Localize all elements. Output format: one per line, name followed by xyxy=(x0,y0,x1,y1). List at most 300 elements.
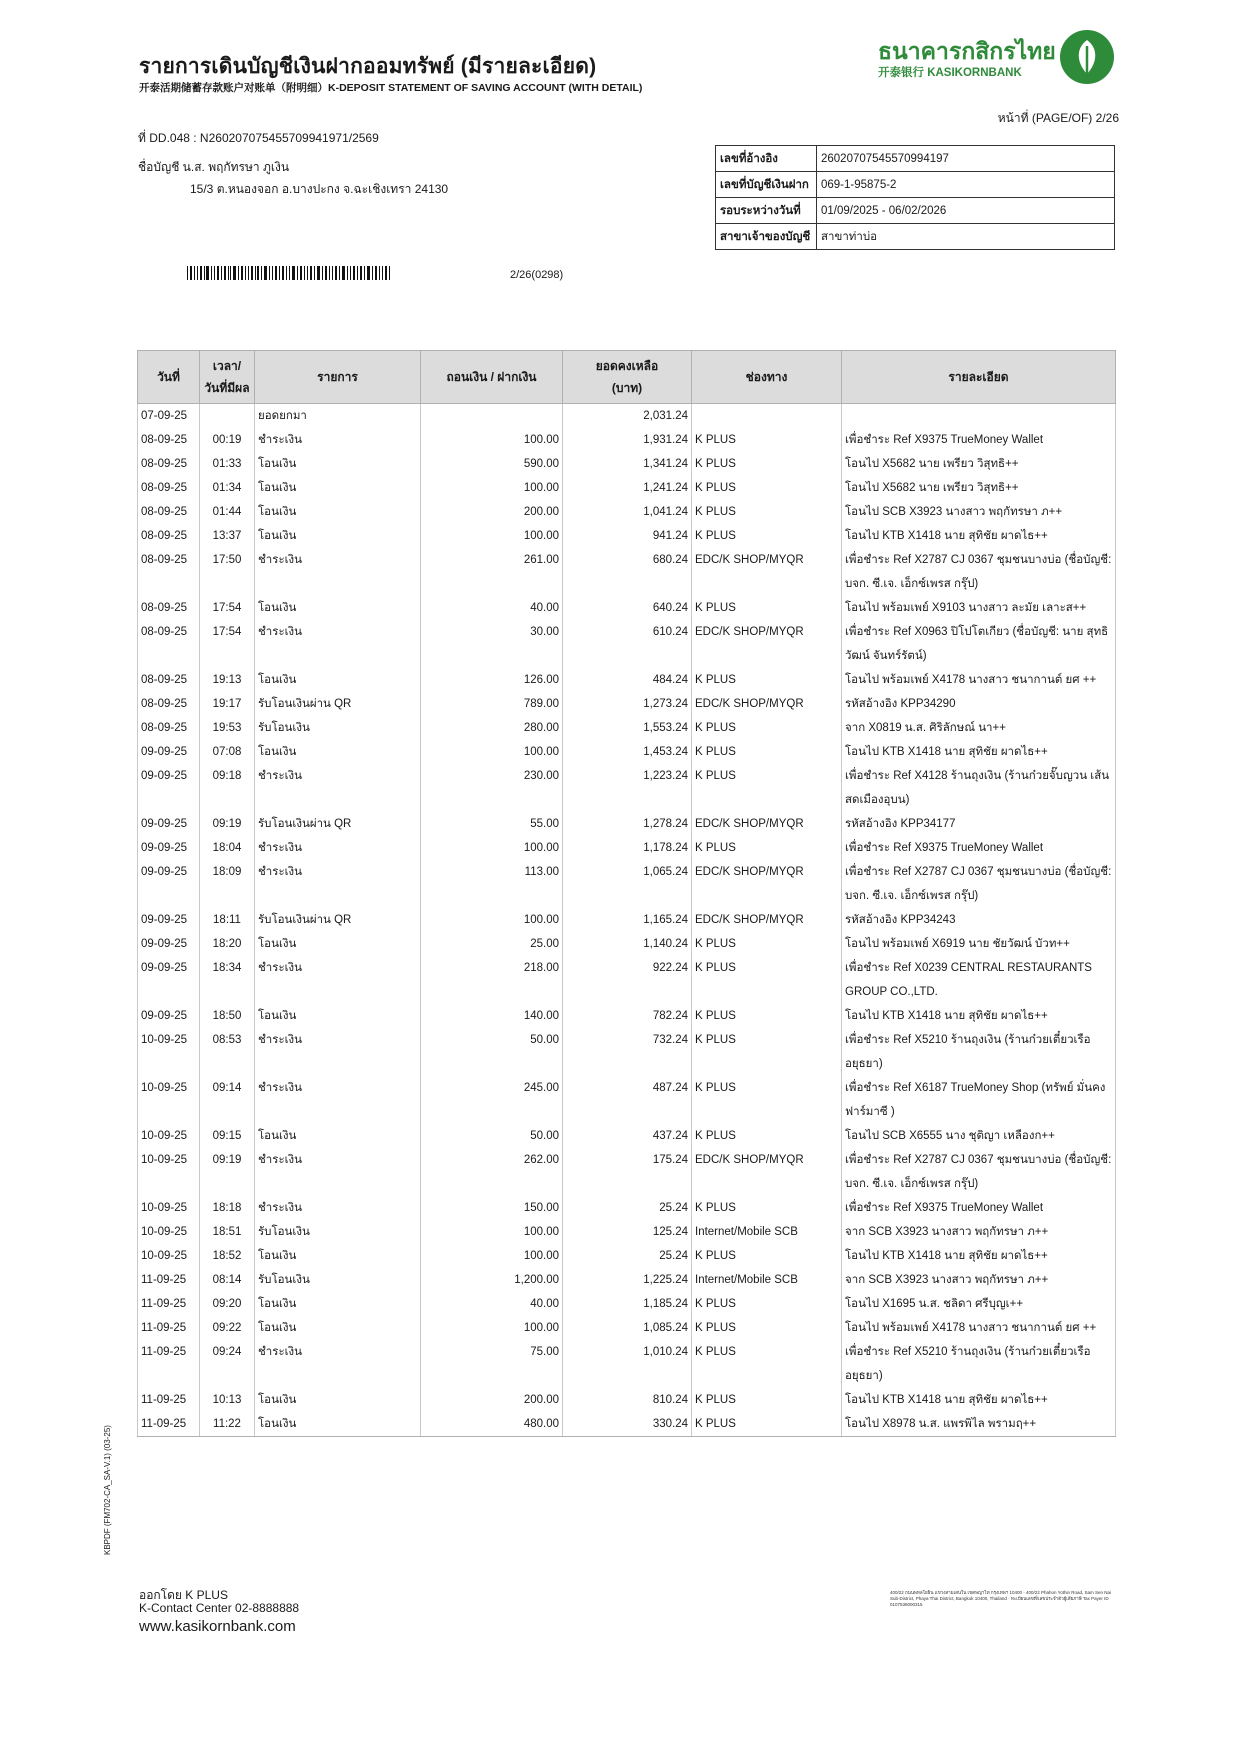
cell-time: 08:53 xyxy=(200,1028,255,1076)
cell-description: ชำระเงิน xyxy=(255,956,421,1004)
cell-time: 09:22 xyxy=(200,1316,255,1340)
cell-amount: 789.00 xyxy=(421,692,563,716)
table-row xyxy=(138,908,1116,932)
cell-date: 10-09-25 xyxy=(138,1220,200,1244)
info-row xyxy=(716,198,1115,224)
cell-channel: K PLUS xyxy=(692,1196,842,1220)
cell-channel: K PLUS xyxy=(692,1292,842,1316)
header-time-line1: เวลา/ xyxy=(212,359,242,373)
cell-time: 10:13 xyxy=(200,1388,255,1412)
cell-description: โอนเงิน xyxy=(255,1388,421,1412)
table-row xyxy=(138,1244,1116,1268)
form-code: KBPDF (FM702-CA_SA-V.1) (03-25) xyxy=(103,1425,112,1555)
cell-time: 09:15 xyxy=(200,1124,255,1148)
cell-balance: 1,453.24 xyxy=(563,740,692,764)
cell-channel: K PLUS xyxy=(692,1004,842,1028)
cell-balance: 941.24 xyxy=(563,524,692,548)
info-value: สาขาท่าบ่อ xyxy=(817,224,1115,250)
cell-amount: 100.00 xyxy=(421,908,563,932)
cell-balance: 1,178.24 xyxy=(563,836,692,860)
cell-description: ชำระเงิน xyxy=(255,1340,421,1388)
cell-time: 01:33 xyxy=(200,452,255,476)
cell-description: โอนเงิน xyxy=(255,524,421,548)
cell-description: ชำระเงิน xyxy=(255,1196,421,1220)
cell-description: รับโอนเงิน xyxy=(255,1268,421,1292)
cell-amount: 590.00 xyxy=(421,452,563,476)
cell-date: 08-09-25 xyxy=(138,620,200,668)
cell-balance: 487.24 xyxy=(563,1076,692,1124)
cell-balance: 1,140.24 xyxy=(563,932,692,956)
cell-channel: EDC/K SHOP/MYQR xyxy=(692,548,842,596)
table-row xyxy=(138,596,1116,620)
bank-address-small-print: 400/22 ถนนพหลโยธิน แขวงสามเสนใน เขตพญาไท กรุงเทพฯ 10400 · 400/22 Phahon Yothin Road, Sam Sen Nai Sub-District, Phaya Thai District, Bangkok 10400, Thailand · ทะเบียนเลขที่/เลขประจำตัวผู้เสียภาษี Tax Payer ID 0107536000315 xyxy=(890,1590,1112,1607)
cell-balance: 1,085.24 xyxy=(563,1316,692,1340)
cell-date: 09-09-25 xyxy=(138,836,200,860)
cell-time: 08:14 xyxy=(200,1268,255,1292)
cell-detail: จาก SCB X3923 นางสาว พฤกัทรษา ภ++ xyxy=(842,1220,1116,1244)
cell-date: 11-09-25 xyxy=(138,1388,200,1412)
cell-amount: 100.00 xyxy=(421,740,563,764)
cell-time: 19:13 xyxy=(200,668,255,692)
cell-time xyxy=(200,404,255,429)
cell-balance: 1,553.24 xyxy=(563,716,692,740)
statement-title-english: 开泰活期储蓄存款账户对账单（附明细）K-DEPOSIT STATEMENT OF SAVING ACCOUNT (WITH DETAIL) xyxy=(139,82,643,94)
cell-detail: โอนไป X1695 น.ส. ชลิดา ศรีบุญเ++ xyxy=(842,1292,1116,1316)
header-date: วันที่ xyxy=(138,351,200,404)
cell-date: 09-09-25 xyxy=(138,908,200,932)
cell-amount: 230.00 xyxy=(421,764,563,812)
cell-channel: K PLUS xyxy=(692,740,842,764)
cell-description: ชำระเงิน xyxy=(255,764,421,812)
cell-detail: เพื่อชำระ Ref X5210 ร้านถุงเงิน (ร้านก๋วยเตี๋ยวเรือ อยุธยา) xyxy=(842,1340,1116,1388)
logo-name-thai: ธนาคารกสิกรไทย xyxy=(878,38,1056,64)
cell-time: 01:44 xyxy=(200,500,255,524)
cell-balance: 1,065.24 xyxy=(563,860,692,908)
table-row xyxy=(138,1004,1116,1028)
cell-date: 08-09-25 xyxy=(138,596,200,620)
table-row xyxy=(138,956,1116,1004)
table-row xyxy=(138,1412,1116,1437)
cell-balance: 1,185.24 xyxy=(563,1292,692,1316)
cell-detail: รหัสอ้างอิง KPP34177 xyxy=(842,812,1116,836)
info-value: 01/09/2025 - 06/02/2026 xyxy=(817,198,1115,224)
cell-time: 09:20 xyxy=(200,1292,255,1316)
cell-channel: K PLUS xyxy=(692,764,842,812)
cell-amount: 75.00 xyxy=(421,1340,563,1388)
cell-detail: เพื่อชำระ Ref X2787 CJ 0367 ชุมชนบางบ่อ (ชื่อบัญชี: บจก. ซี.เจ. เอ็กซ์เพรส กรุ๊ป) xyxy=(842,860,1116,908)
header-channel: ช่องทาง xyxy=(692,351,842,404)
cell-time: 09:24 xyxy=(200,1340,255,1388)
table-row xyxy=(138,1124,1116,1148)
header-description: รายการ xyxy=(255,351,421,404)
cell-date: 08-09-25 xyxy=(138,500,200,524)
cell-description: โอนเงิน xyxy=(255,1004,421,1028)
transaction-table xyxy=(137,350,1116,1437)
cell-channel: K PLUS xyxy=(692,1316,842,1340)
cell-time: 18:04 xyxy=(200,836,255,860)
table-row xyxy=(138,668,1116,692)
cell-channel: K PLUS xyxy=(692,1028,842,1076)
table-row xyxy=(138,764,1116,812)
cell-detail xyxy=(842,404,1116,429)
cell-description: ชำระเงิน xyxy=(255,620,421,668)
cell-amount: 100.00 xyxy=(421,524,563,548)
cell-detail: โอนไป X5682 นาย เพรียว วิสุทธิ++ xyxy=(842,476,1116,500)
cell-date: 08-09-25 xyxy=(138,452,200,476)
cell-amount: 100.00 xyxy=(421,428,563,452)
cell-channel: EDC/K SHOP/MYQR xyxy=(692,860,842,908)
cell-description: โอนเงิน xyxy=(255,740,421,764)
cell-detail: เพื่อชำระ Ref X2787 CJ 0367 ชุมชนบางบ่อ (ชื่อบัญชี: บจก. ซี.เจ. เอ็กซ์เพรส กรุ๊ป) xyxy=(842,548,1116,596)
cell-date: 11-09-25 xyxy=(138,1292,200,1316)
info-label: เลขที่บัญชีเงินฝาก xyxy=(716,172,817,198)
cell-amount: 30.00 xyxy=(421,620,563,668)
cell-date: 08-09-25 xyxy=(138,548,200,596)
table-row xyxy=(138,932,1116,956)
cell-amount: 140.00 xyxy=(421,1004,563,1028)
cell-detail: เพื่อชำระ Ref X4128 ร้านถุงเงิน (ร้านก๋วยจั๊บญวน เส้นสดเมืองอุบน) xyxy=(842,764,1116,812)
info-label: รอบระหว่างวันที่ xyxy=(716,198,817,224)
kasikornbank-logo xyxy=(878,30,1114,86)
cell-description: โอนเงิน xyxy=(255,932,421,956)
table-row xyxy=(138,1316,1116,1340)
cell-amount: 40.00 xyxy=(421,596,563,620)
account-name: ชื่อบัญชี น.ส. พฤกัทรษา ภูเงิน xyxy=(138,160,290,174)
contact-center: K-Contact Center 02-8888888 xyxy=(139,1601,300,1615)
account-info-box xyxy=(715,145,1115,250)
table-row xyxy=(138,716,1116,740)
cell-detail: โอนไป พร้อมเพย์ X4178 นางสาว ชนากานต์ ยศ ++ xyxy=(842,668,1116,692)
cell-amount: 480.00 xyxy=(421,1412,563,1437)
info-row xyxy=(716,146,1115,172)
cell-description: โอนเงิน xyxy=(255,1292,421,1316)
cell-detail: เพื่อชำระ Ref X0239 CENTRAL RESTAURANTS GROUP CO.,LTD. xyxy=(842,956,1116,1004)
cell-amount: 100.00 xyxy=(421,836,563,860)
table-row xyxy=(138,500,1116,524)
cell-balance: 1,165.24 xyxy=(563,908,692,932)
cell-amount: 25.00 xyxy=(421,932,563,956)
cell-detail: โอนไป KTB X1418 นาย สุทิชัย ผาดไธ++ xyxy=(842,740,1116,764)
cell-balance: 25.24 xyxy=(563,1244,692,1268)
cell-detail: โอนไป SCB X6555 นาง ชุติญา เหลืองก++ xyxy=(842,1124,1116,1148)
cell-balance: 1,010.24 xyxy=(563,1340,692,1388)
cell-date: 10-09-25 xyxy=(138,1244,200,1268)
cell-time: 01:34 xyxy=(200,476,255,500)
cell-channel: K PLUS xyxy=(692,476,842,500)
cell-channel: K PLUS xyxy=(692,716,842,740)
cell-date: 07-09-25 xyxy=(138,404,200,429)
cell-channel: K PLUS xyxy=(692,668,842,692)
cell-channel: K PLUS xyxy=(692,1244,842,1268)
cell-detail: เพื่อชำระ Ref X9375 TrueMoney Wallet xyxy=(842,836,1116,860)
cell-amount: 50.00 xyxy=(421,1028,563,1076)
cell-amount: 200.00 xyxy=(421,1388,563,1412)
cell-channel: K PLUS xyxy=(692,836,842,860)
cell-channel: EDC/K SHOP/MYQR xyxy=(692,620,842,668)
cell-channel: K PLUS xyxy=(692,956,842,1004)
cell-balance: 732.24 xyxy=(563,1028,692,1076)
cell-balance: 1,225.24 xyxy=(563,1268,692,1292)
cell-amount: 150.00 xyxy=(421,1196,563,1220)
cell-amount: 50.00 xyxy=(421,1124,563,1148)
cell-balance: 175.24 xyxy=(563,1148,692,1196)
table-row xyxy=(138,428,1116,452)
table-row xyxy=(138,548,1116,596)
cell-balance: 1,241.24 xyxy=(563,476,692,500)
cell-amount xyxy=(421,404,563,429)
cell-time: 09:19 xyxy=(200,812,255,836)
cell-time: 18:51 xyxy=(200,1220,255,1244)
header-time xyxy=(200,351,255,404)
cell-amount: 113.00 xyxy=(421,860,563,908)
cell-channel: K PLUS xyxy=(692,1388,842,1412)
cell-description: โอนเงิน xyxy=(255,1412,421,1437)
cell-detail: โอนไป KTB X1418 นาย สุทิชัย ผาดไธ++ xyxy=(842,524,1116,548)
cell-date: 10-09-25 xyxy=(138,1196,200,1220)
cell-balance: 922.24 xyxy=(563,956,692,1004)
cell-channel: K PLUS xyxy=(692,500,842,524)
table-row xyxy=(138,404,1116,429)
cell-date: 08-09-25 xyxy=(138,716,200,740)
cell-channel: K PLUS xyxy=(692,428,842,452)
cell-time: 00:19 xyxy=(200,428,255,452)
table-row xyxy=(138,1196,1116,1220)
table-row xyxy=(138,860,1116,908)
cell-date: 10-09-25 xyxy=(138,1148,200,1196)
cell-date: 10-09-25 xyxy=(138,1076,200,1124)
cell-amount: 40.00 xyxy=(421,1292,563,1316)
cell-description: รับโอนเงิน xyxy=(255,716,421,740)
table-row xyxy=(138,620,1116,668)
cell-time: 18:09 xyxy=(200,860,255,908)
header-balance xyxy=(563,351,692,404)
cell-channel: Internet/Mobile SCB xyxy=(692,1268,842,1292)
cell-description: โอนเงิน xyxy=(255,452,421,476)
cell-detail: โอนไป SCB X3923 นางสาว พฤกัทรษา ภ++ xyxy=(842,500,1116,524)
cell-detail: เพื่อชำระ Ref X6187 TrueMoney Shop (ทรัพย์ มั่นคงฟาร์มาซี ) xyxy=(842,1076,1116,1124)
cell-channel: Internet/Mobile SCB xyxy=(692,1220,842,1244)
cell-time: 17:54 xyxy=(200,596,255,620)
cell-channel: K PLUS xyxy=(692,1412,842,1437)
cell-description: รับโอนเงินผ่าน QR xyxy=(255,908,421,932)
cell-time: 18:11 xyxy=(200,908,255,932)
cell-description: ชำระเงิน xyxy=(255,548,421,596)
cell-description: โอนเงิน xyxy=(255,500,421,524)
account-address: 15/3 ต.หนองจอก อ.บางปะกง จ.ฉะเชิงเทรา 24130 xyxy=(190,182,449,196)
cell-date: 11-09-25 xyxy=(138,1268,200,1292)
cell-balance: 640.24 xyxy=(563,596,692,620)
cell-channel: EDC/K SHOP/MYQR xyxy=(692,692,842,716)
table-row xyxy=(138,1340,1116,1388)
cell-date: 08-09-25 xyxy=(138,668,200,692)
cell-date: 11-09-25 xyxy=(138,1412,200,1437)
table-row xyxy=(138,524,1116,548)
header-balance-line1: ยอดคงเหลือ xyxy=(595,359,659,373)
cell-date: 08-09-25 xyxy=(138,692,200,716)
cell-detail: โอนไป พร้อมเพย์ X4178 นางสาว ชนากานต์ ยศ ++ xyxy=(842,1316,1116,1340)
cell-description: รับโอนเงิน xyxy=(255,1220,421,1244)
info-row xyxy=(716,172,1115,198)
cell-detail: รหัสอ้างอิง KPP34243 xyxy=(842,908,1116,932)
cell-date: 11-09-25 xyxy=(138,1340,200,1388)
cell-description: รับโอนเงินผ่าน QR xyxy=(255,692,421,716)
cell-amount: 245.00 xyxy=(421,1076,563,1124)
cell-channel: K PLUS xyxy=(692,452,842,476)
cell-detail: เพื่อชำระ Ref X9375 TrueMoney Wallet xyxy=(842,1196,1116,1220)
cell-time: 18:20 xyxy=(200,932,255,956)
cell-description: โอนเงิน xyxy=(255,1124,421,1148)
cell-amount: 100.00 xyxy=(421,476,563,500)
cell-channel: K PLUS xyxy=(692,524,842,548)
table-row xyxy=(138,1076,1116,1124)
cell-date: 09-09-25 xyxy=(138,932,200,956)
cell-detail: โอนไป KTB X1418 นาย สุทิชัย ผาดไธ++ xyxy=(842,1388,1116,1412)
cell-detail: จาก SCB X3923 นางสาว พฤกัทรษา ภ++ xyxy=(842,1268,1116,1292)
cell-channel: K PLUS xyxy=(692,932,842,956)
cell-channel: EDC/K SHOP/MYQR xyxy=(692,1148,842,1196)
cell-balance: 330.24 xyxy=(563,1412,692,1437)
cell-balance: 1,341.24 xyxy=(563,452,692,476)
cell-detail: เพื่อชำระ Ref X0963 ปิโปโตเกียว (ชื่อบัญชี: นาย สุทธิวัฒน์ จันทร์รัตน์) xyxy=(842,620,1116,668)
cell-detail: โอนไป X8978 น.ส. แพรพิไล พรามฤ++ xyxy=(842,1412,1116,1437)
table-header-row xyxy=(138,351,1116,404)
cell-balance: 2,031.24 xyxy=(563,404,692,429)
cell-date: 10-09-25 xyxy=(138,1028,200,1076)
cell-channel: K PLUS xyxy=(692,1340,842,1388)
table-row xyxy=(138,812,1116,836)
cell-date: 09-09-25 xyxy=(138,956,200,1004)
cell-date: 08-09-25 xyxy=(138,476,200,500)
header-balance-line2: (บาท) xyxy=(611,381,643,395)
table-row xyxy=(138,1388,1116,1412)
cell-date: 09-09-25 xyxy=(138,1004,200,1028)
table-row xyxy=(138,692,1116,716)
cell-description: ชำระเงิน xyxy=(255,836,421,860)
cell-amount: 55.00 xyxy=(421,812,563,836)
cell-channel: K PLUS xyxy=(692,1076,842,1124)
cell-balance: 1,041.24 xyxy=(563,500,692,524)
cell-detail: โอนไป พร้อมเพย์ X6919 นาย ชัยวัฒน์ บัวท++ xyxy=(842,932,1116,956)
cell-date: 10-09-25 xyxy=(138,1124,200,1148)
cell-date: 09-09-25 xyxy=(138,740,200,764)
header-amount: ถอนเงิน / ฝากเงิน xyxy=(421,351,563,404)
cell-time: 11:22 xyxy=(200,1412,255,1437)
cell-detail: โอนไป KTB X1418 นาย สุทิชัย ผาดไธ++ xyxy=(842,1004,1116,1028)
cell-description: โอนเงิน xyxy=(255,596,421,620)
cell-amount: 262.00 xyxy=(421,1148,563,1196)
issued-by: ออกโดย K PLUS xyxy=(139,1588,228,1602)
cell-balance: 437.24 xyxy=(563,1124,692,1148)
cell-balance: 680.24 xyxy=(563,548,692,596)
cell-description: โอนเงิน xyxy=(255,1244,421,1268)
cell-time: 18:52 xyxy=(200,1244,255,1268)
table-row xyxy=(138,1268,1116,1292)
cell-description: ยอดยกมา xyxy=(255,404,421,429)
barcode-icon xyxy=(187,266,390,280)
cell-time: 19:53 xyxy=(200,716,255,740)
cell-detail: รหัสอ้างอิง KPP34290 xyxy=(842,692,1116,716)
cell-description: ชำระเงิน xyxy=(255,1148,421,1196)
cell-detail: เพื่อชำระ Ref X9375 TrueMoney Wallet xyxy=(842,428,1116,452)
table-row xyxy=(138,1028,1116,1076)
logo-name-english: 开泰银行 KASIKORNBANK xyxy=(878,67,1022,79)
cell-balance: 782.24 xyxy=(563,1004,692,1028)
cell-description: โอนเงิน xyxy=(255,1316,421,1340)
cell-channel: EDC/K SHOP/MYQR xyxy=(692,812,842,836)
cell-description: รับโอนเงินผ่าน QR xyxy=(255,812,421,836)
cell-time: 18:50 xyxy=(200,1004,255,1028)
cell-detail: จาก X0819 น.ส. ศิริลักษณ์ นา++ xyxy=(842,716,1116,740)
cell-balance: 125.24 xyxy=(563,1220,692,1244)
cell-amount: 100.00 xyxy=(421,1220,563,1244)
cell-date: 08-09-25 xyxy=(138,428,200,452)
header-time-line2: วันที่มีผล xyxy=(204,381,250,395)
cell-detail: โอนไป X5682 นาย เพรียว วิสุทธิ++ xyxy=(842,452,1116,476)
statement-title-thai: รายการเดินบัญชีเงินฝากออมทรัพย์ (มีรายละเอียด) xyxy=(139,55,597,78)
bank-website: www.kasikornbank.com xyxy=(139,1618,296,1635)
table-row xyxy=(138,452,1116,476)
cell-amount: 200.00 xyxy=(421,500,563,524)
cell-time: 17:50 xyxy=(200,548,255,596)
info-label: สาขาเจ้าของบัญชี xyxy=(716,224,817,250)
cell-channel xyxy=(692,404,842,429)
cell-balance: 1,273.24 xyxy=(563,692,692,716)
barcode-text: 2/26(0298) xyxy=(510,269,564,281)
cell-balance: 1,278.24 xyxy=(563,812,692,836)
cell-description: โอนเงิน xyxy=(255,668,421,692)
info-value: 069-1-95875-2 xyxy=(817,172,1115,198)
cell-time: 18:34 xyxy=(200,956,255,1004)
cell-description: โอนเงิน xyxy=(255,476,421,500)
cell-description: ชำระเงิน xyxy=(255,860,421,908)
cell-description: ชำระเงิน xyxy=(255,1076,421,1124)
cell-amount: 126.00 xyxy=(421,668,563,692)
cell-time: 07:08 xyxy=(200,740,255,764)
cell-balance: 610.24 xyxy=(563,620,692,668)
table-row xyxy=(138,1292,1116,1316)
cell-detail: โอนไป พร้อมเพย์ X9103 นางสาว ละมัย เลาะส++ xyxy=(842,596,1116,620)
info-label: เลขที่อ้างอิง xyxy=(716,146,817,172)
cell-description: ชำระเงิน xyxy=(255,428,421,452)
cell-description: ชำระเงิน xyxy=(255,1028,421,1076)
cell-time: 09:18 xyxy=(200,764,255,812)
cell-detail: โอนไป KTB X1418 นาย สุทิชัย ผาดไธ++ xyxy=(842,1244,1116,1268)
cell-balance: 1,931.24 xyxy=(563,428,692,452)
cell-channel: EDC/K SHOP/MYQR xyxy=(692,908,842,932)
cell-time: 17:54 xyxy=(200,620,255,668)
cell-amount: 280.00 xyxy=(421,716,563,740)
table-row xyxy=(138,836,1116,860)
info-row xyxy=(716,224,1115,250)
cell-date: 09-09-25 xyxy=(138,764,200,812)
table-row xyxy=(138,740,1116,764)
cell-amount: 1,200.00 xyxy=(421,1268,563,1292)
cell-time: 13:37 xyxy=(200,524,255,548)
cell-time: 19:17 xyxy=(200,692,255,716)
leaf-logo-icon xyxy=(1060,30,1114,84)
cell-balance: 484.24 xyxy=(563,668,692,692)
cell-balance: 810.24 xyxy=(563,1388,692,1412)
cell-date: 08-09-25 xyxy=(138,524,200,548)
cell-amount: 100.00 xyxy=(421,1244,563,1268)
cell-time: 09:19 xyxy=(200,1148,255,1196)
cell-balance: 25.24 xyxy=(563,1196,692,1220)
cell-channel: K PLUS xyxy=(692,596,842,620)
table-row xyxy=(138,476,1116,500)
document-reference: ที่ DD.048 : N260207075455709941971/2569 xyxy=(138,131,379,145)
header-detail: รายละเอียด xyxy=(842,351,1116,404)
cell-time: 09:14 xyxy=(200,1076,255,1124)
